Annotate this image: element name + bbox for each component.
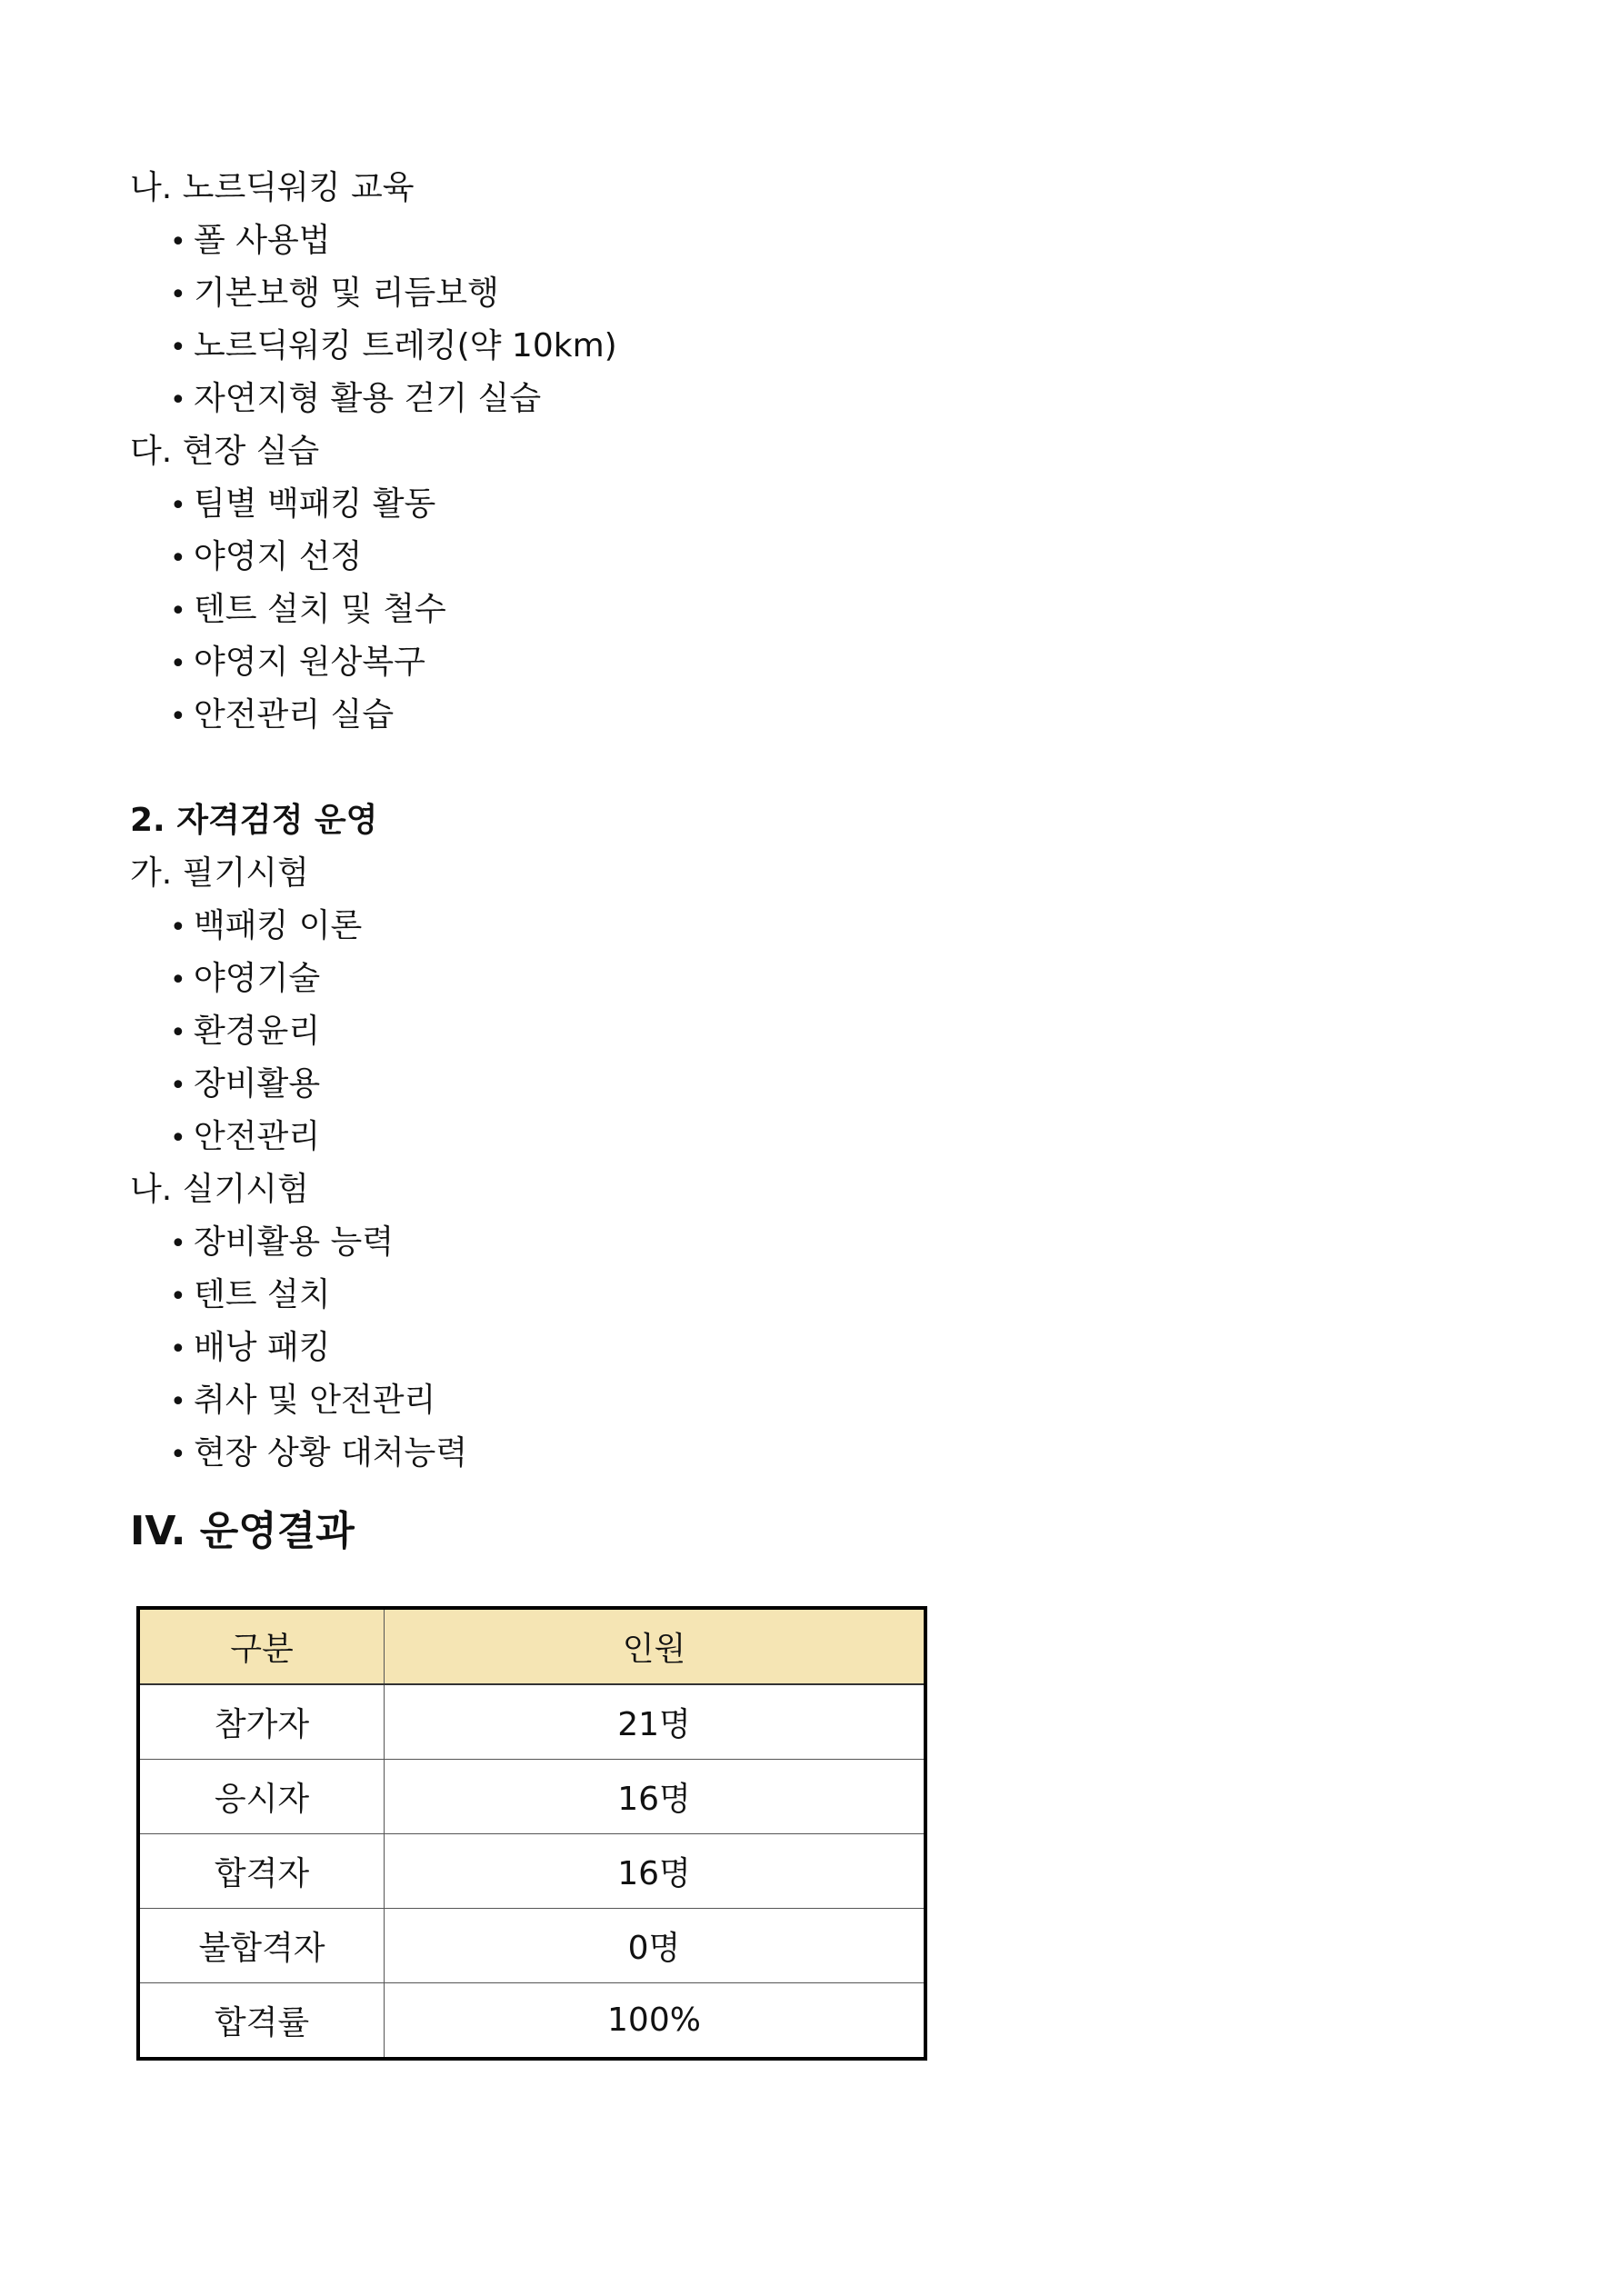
chapter-title: IV. 운영결과 (130, 1508, 355, 1554)
list-item-text: 배낭 패킹 (194, 1329, 331, 1366)
list-item-text: 텐트 설치 및 철수 (194, 591, 446, 628)
list-item (130, 215, 1494, 267)
bullet-icon: • (170, 701, 186, 733)
table-cell: 16명 (385, 1834, 926, 1909)
blank-line (130, 742, 1494, 794)
list-item-text: 팀별 백패킹 활동 (194, 485, 436, 523)
section-title: 2. 자격검정 운영 (130, 802, 378, 839)
list-item-text: 자연지형 활용 걷기 실습 (194, 380, 542, 417)
bullet-icon: • (170, 648, 186, 680)
list-item-text: 현장 상황 대처능력 (194, 1434, 468, 1472)
section-heading: 다. 현장 실습 (130, 433, 320, 470)
list-item (130, 373, 1494, 425)
bullet-icon: • (170, 1281, 186, 1313)
list-item-text: 장비활용 (194, 1065, 321, 1103)
table-cell: 21명 (385, 1684, 926, 1760)
table-row (138, 1834, 925, 1909)
bullet-icon: • (170, 1017, 186, 1049)
list-item (130, 953, 1494, 1005)
list-item (130, 1216, 1494, 1269)
table-row (138, 1684, 925, 1760)
bullet-icon: • (170, 912, 186, 943)
table-cell: 참가자 (138, 1684, 385, 1760)
bullet-icon: • (170, 1386, 186, 1418)
bullet-icon: • (170, 226, 186, 258)
bullet-icon: • (170, 964, 186, 996)
table-row (138, 1983, 925, 2060)
bullet-icon: • (170, 490, 186, 522)
result-table (136, 1606, 927, 2061)
table-header-cell: 구분 (138, 1608, 385, 1684)
list-item-text: 야영지 원상복구 (194, 644, 425, 681)
list-item (130, 1005, 1494, 1058)
list-item (130, 320, 1494, 373)
bullet-icon: • (170, 384, 186, 416)
section-heading: 나. 실기시험 (130, 1171, 309, 1208)
table-cell: 합격자 (138, 1834, 385, 1909)
list-item-text: 노르딕워킹 트레킹(약 10km) (194, 327, 617, 364)
section-heading: 나. 노르딕워킹 교육 (130, 169, 415, 206)
list-item-text: 야영기술 (194, 960, 321, 997)
list-item-text: 야영지 선정 (194, 538, 363, 575)
table-row (138, 1760, 925, 1834)
bullet-icon: • (170, 1333, 186, 1365)
list-item (130, 267, 1494, 320)
bullet-icon: • (170, 595, 186, 627)
bullet-icon: • (170, 1123, 186, 1154)
list-item (130, 1058, 1494, 1111)
list-item-text: 환경윤리 (194, 1013, 321, 1050)
table-cell: 불합격자 (138, 1909, 385, 1983)
list-item (130, 636, 1494, 689)
list-item-text: 안전관리 (194, 1118, 321, 1155)
list-item (130, 478, 1494, 531)
list-item (130, 1374, 1494, 1427)
list-item-text: 폴 사용법 (194, 222, 331, 259)
list-item-text: 안전관리 실습 (194, 696, 395, 734)
list-item (130, 1111, 1494, 1163)
table-cell: 100% (385, 1983, 926, 2060)
list-item (130, 531, 1494, 584)
table-cell: 16명 (385, 1760, 926, 1834)
list-item-text: 취사 및 안전관리 (194, 1382, 436, 1419)
bullet-icon: • (170, 332, 186, 364)
table-header-cell: 인원 (385, 1608, 926, 1684)
table-cell: 응시자 (138, 1760, 385, 1834)
list-item (130, 1322, 1494, 1374)
bullet-icon: • (170, 279, 186, 311)
section-heading: 가. 필기시험 (130, 854, 309, 892)
list-item (130, 689, 1494, 742)
list-item-text: 텐트 설치 (194, 1276, 331, 1313)
table-header-row (138, 1608, 925, 1684)
bullet-icon: • (170, 1228, 186, 1260)
table-cell: 0명 (385, 1909, 926, 1983)
list-item (130, 900, 1494, 953)
list-item (130, 1427, 1494, 1480)
table-row (138, 1909, 925, 1983)
list-item-text: 백패킹 이론 (194, 907, 363, 944)
bullet-icon: • (170, 1070, 186, 1102)
bullet-icon: • (170, 1439, 186, 1471)
list-item-text: 장비활용 능력 (194, 1223, 395, 1261)
table-cell: 합격률 (138, 1983, 385, 2060)
list-item-text: 기본보행 및 리듬보행 (194, 275, 499, 312)
list-item (130, 584, 1494, 636)
list-item (130, 1269, 1494, 1322)
bullet-icon: • (170, 543, 186, 574)
document-body (130, 162, 1494, 1563)
